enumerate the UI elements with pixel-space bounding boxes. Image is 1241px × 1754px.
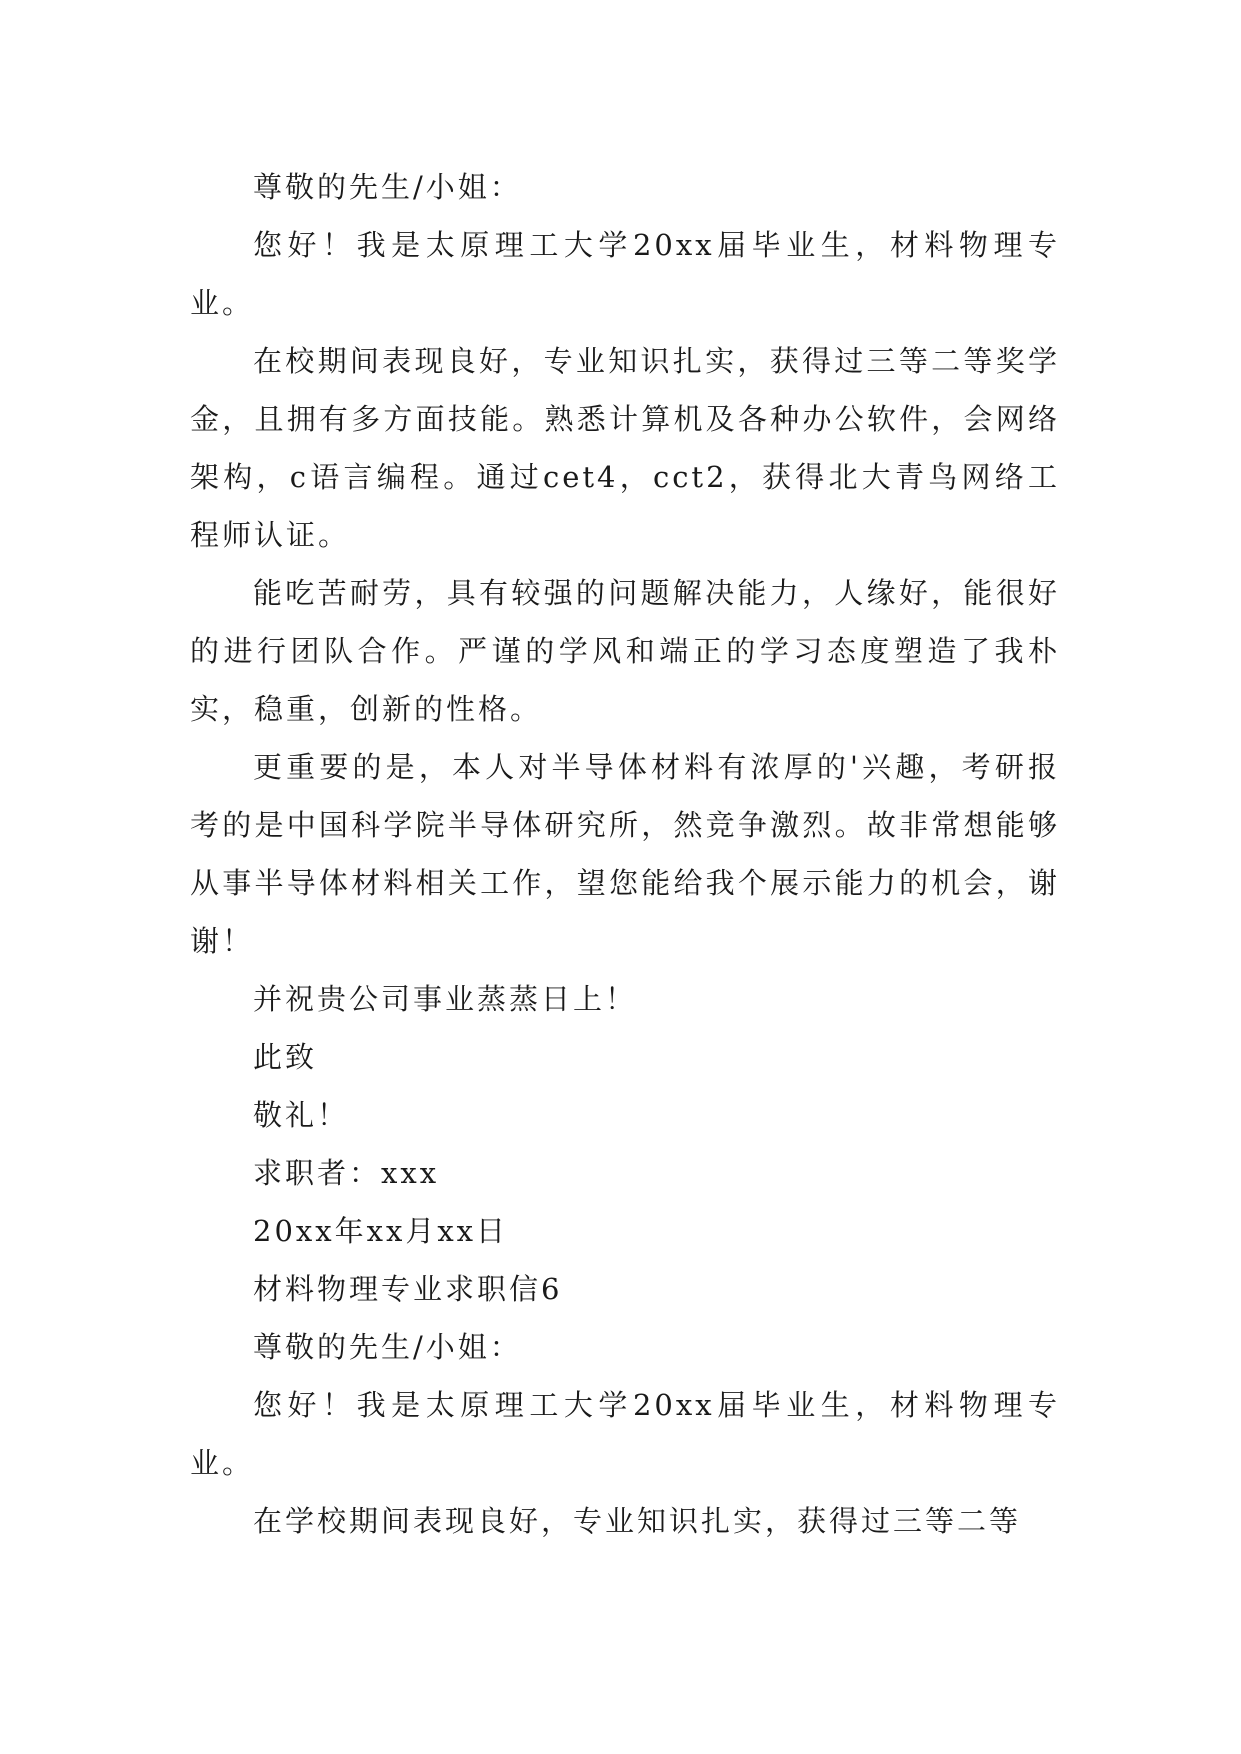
letter-intro: 您好！我是太原理工大学20xx届毕业生，材料物理专业。 bbox=[190, 228, 1060, 320]
document-page bbox=[190, 158, 1060, 1550]
letter-paragraph-interest: 更重要的是，本人对半导体材料有浓厚的'兴趣，考研报考的是中国科学院半导体研究所，然竞争激烈。故非常想能够从事半导体材料相关工作，望您能给我个展示能力的机会，谢谢！ bbox=[190, 750, 1060, 958]
letter-date: 20xx年xx月xx日 bbox=[253, 1214, 509, 1248]
next-letter-title: 材料物理专业求职信6 bbox=[253, 1272, 563, 1306]
letter-signature: 求职者：xxx bbox=[253, 1156, 440, 1190]
next-letter-greeting: 尊敬的先生/小姐： bbox=[253, 1330, 522, 1364]
letter-closing-2: 敬礼！ bbox=[253, 1098, 350, 1132]
letter-paragraph-character: 能吃苦耐劳，具有较强的问题解决能力，人缘好，能很好的进行团队合作。严谨的学风和端正的学习态度塑造了我朴实，稳重，创新的性格。 bbox=[190, 576, 1060, 726]
letter-paragraph-school: 在校期间表现良好，专业知识扎实，获得过三等二等奖学金，且拥有多方面技能。熟悉计算机及各种办公软件，会网络架构，c语言编程。通过cet4，cct2，获得北大青鸟网络工程师认证。 bbox=[190, 344, 1060, 552]
letter-closing-1: 此致 bbox=[253, 1040, 318, 1074]
letter-wish: 并祝贵公司事业蒸蒸日上！ bbox=[253, 982, 638, 1016]
letter-greeting: 尊敬的先生/小姐： bbox=[253, 170, 522, 204]
next-letter-intro: 您好！我是太原理工大学20xx届毕业生，材料物理专业。 bbox=[190, 1388, 1060, 1480]
next-letter-paragraph-start: 在学校期间表现良好，专业知识扎实，获得过三等二等 bbox=[253, 1504, 1022, 1538]
